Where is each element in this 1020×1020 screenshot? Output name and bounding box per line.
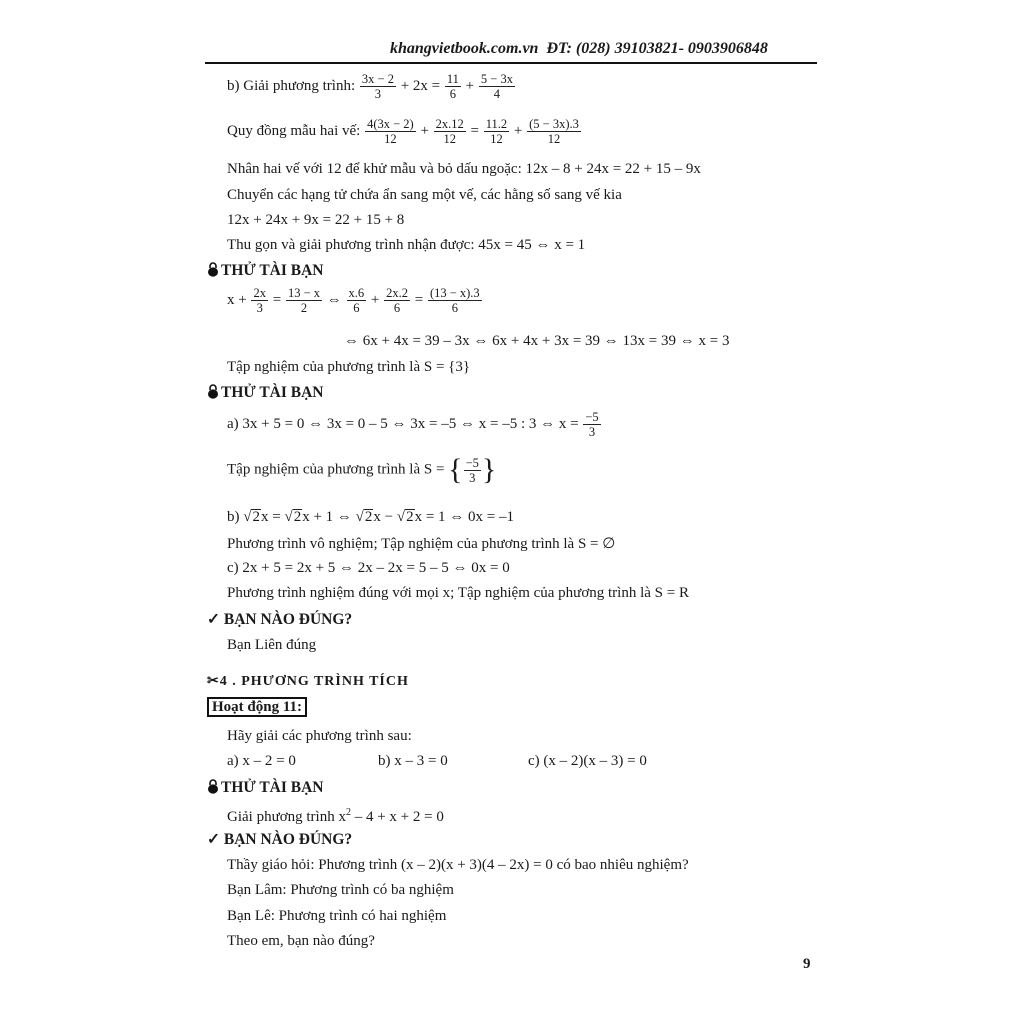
activity-label: Hoạt động 11: — [207, 698, 307, 716]
scissors-icon: ✂ — [207, 674, 220, 689]
text-line: Nhân hai vế với 12 để khử mẫu và bỏ dấu ngoặc: 12x – 8 + 24x = 22 + 15 – 9x — [227, 161, 701, 177]
heading-try-2: THỬ TÀI BẠN — [207, 383, 324, 404]
brace-right: } — [481, 453, 497, 486]
try2-part-a: a) 3x + 5 = 0 ⇔ 3x = 0 – 5 ⇔ 3x = –5 ⇔ x = –5 : 3 ⇔ x = $\frac{-5}{3}$ — [227, 410, 599, 439]
try2-part-c: c) 2x + 5 = 2x + 5 ⇔ 2x – 2x = 5 – 5 ⇔ 0x = 0 — [227, 560, 510, 576]
activity-item-b: b) x – 3 = 0 — [378, 753, 448, 769]
checkmark-icon: ✓ — [207, 831, 220, 848]
heading-who-2: ✓ BẠN NÀO ĐÚNG? — [207, 831, 353, 848]
fraction: $\frac{4(3x - 2)}{12}$ — [367, 117, 414, 146]
checkmark-icon: ✓ — [207, 611, 220, 628]
lock-icon — [207, 778, 219, 799]
fraction: $\frac{2x}{3}$ — [253, 286, 266, 315]
lock-icon — [207, 383, 219, 404]
fraction: $\frac{(13 - x).3}{6}$ — [429, 286, 480, 315]
fraction: $\frac{2x.12}{12}$ — [435, 117, 464, 146]
fraction: $\frac{11.2}{12}$ — [485, 117, 508, 146]
who2-line: Theo em, bạn nào đúng? — [227, 933, 375, 949]
brace-left: { — [448, 453, 463, 486]
fraction: $\frac{11}{6}$ — [446, 72, 459, 101]
who2-line: Bạn Lâm: Phương trình có ba nghiệm — [227, 882, 454, 898]
try2-b-result: Phương trình vô nghiệm; Tập nghiệm của phương trình là S = ∅ — [227, 536, 616, 552]
part-b-equation: b) Giải phương trình: $\frac{3x - 2}{3}$ + 2x = $\frac{11}{6}$ + $\frac{5 - 3x}{4}$ — [227, 72, 513, 101]
fraction: $\frac{13 - x}{2}$ — [287, 286, 320, 315]
text-line: Thu gọn và giải phương trình nhận được: 45x = 45 ⇔ x = 1 — [227, 237, 586, 253]
try2-c-result: Phương trình nghiệm đúng với mọi x; Tập nghiệm của phương trình là S = R — [227, 585, 689, 601]
try2-set: Tập nghiệm của phương trình là S = { $\frac{-5}{3}$ } — [227, 453, 497, 486]
header-site: khangvietbook.com.vn — [390, 40, 539, 57]
page-number: 9 — [803, 956, 811, 972]
who2-line: Thầy giáo hỏi: Phương trình (x – 2)(x + 3)(4 – 2x) = 0 có bao nhiêu nghiệm? — [227, 857, 689, 873]
page-header — [390, 40, 768, 58]
section-4-title: ✂4 . PHƯƠNG TRÌNH TÍCH — [207, 674, 409, 689]
fraction: $\frac{x.6}{6}$ — [348, 286, 365, 315]
fraction: $\frac{-5}{3}$ — [585, 410, 599, 439]
common-denominator-line: Quy đồng mẫu hai vế: $\frac{4(3x - 2)}{12}$ + $\frac{2x.12}{12}$ = $\frac{11.2}{12}$ + $\frac{(5 - 3x).3}{12}$ — [227, 117, 579, 146]
header-contact: ĐT: (028) 39103821- 0903906848 — [546, 40, 768, 57]
fraction: $\frac{-5}{3}$ — [465, 455, 479, 485]
fraction: $\frac{(5 - 3x).3}{12}$ — [529, 117, 579, 146]
fraction: $\frac{3x - 2}{3}$ — [361, 72, 394, 101]
who2-line: Bạn Lê: Phương trình có hai nghiệm — [227, 908, 447, 924]
try1-solution: Tập nghiệm của phương trình là S = {3} — [227, 359, 471, 375]
activity-prompt: Hãy giải các phương trình sau: — [227, 728, 412, 744]
try2-part-b: b) √2x = √2x + 1 ⇔ √2x − √2x = 1 ⇔ 0x = –1 — [227, 509, 515, 525]
text-line: Chuyển các hạng tử chứa ẩn sang một vế, các hằng số sang vế kia — [227, 187, 622, 203]
text-line: 12x + 24x + 9x = 22 + 15 + 8 — [227, 212, 405, 228]
heading-try-1: THỬ TÀI BẠN — [207, 261, 324, 282]
activity-item-a: a) x – 2 = 0 — [227, 753, 296, 769]
try3-equation: Giải phương trình $x^2 - 4 + x + 2 = 0$ — [227, 807, 444, 825]
who1-answer: Bạn Liên đúng — [227, 637, 317, 653]
try1-equation: x + $\frac{2x}{3}$ = $\frac{13 - x}{2}$ ⇔ $\frac{x.6}{6}$ + $\frac{2x.2}{6}$ = $\frac{(13 - x).3}{6}$ — [227, 286, 480, 315]
fraction: $\frac{5 - 3x}{4}$ — [480, 72, 513, 101]
header-rule — [205, 62, 817, 64]
heading-try-3: THỬ TÀI BẠN — [207, 778, 324, 799]
lock-icon — [207, 261, 219, 282]
heading-who-1: ✓ BẠN NÀO ĐÚNG? — [207, 611, 353, 628]
fraction: $\frac{2x.2}{6}$ — [386, 286, 408, 315]
try1-line2: ⇔ 6x + 4x = 39 – 3x ⇔ 6x + 4x + 3x = 39 ⇔ 13x = 39 ⇔ x = 3 — [344, 333, 730, 349]
activity-item-c: c) (x – 2)(x – 3) = 0 — [528, 753, 647, 769]
